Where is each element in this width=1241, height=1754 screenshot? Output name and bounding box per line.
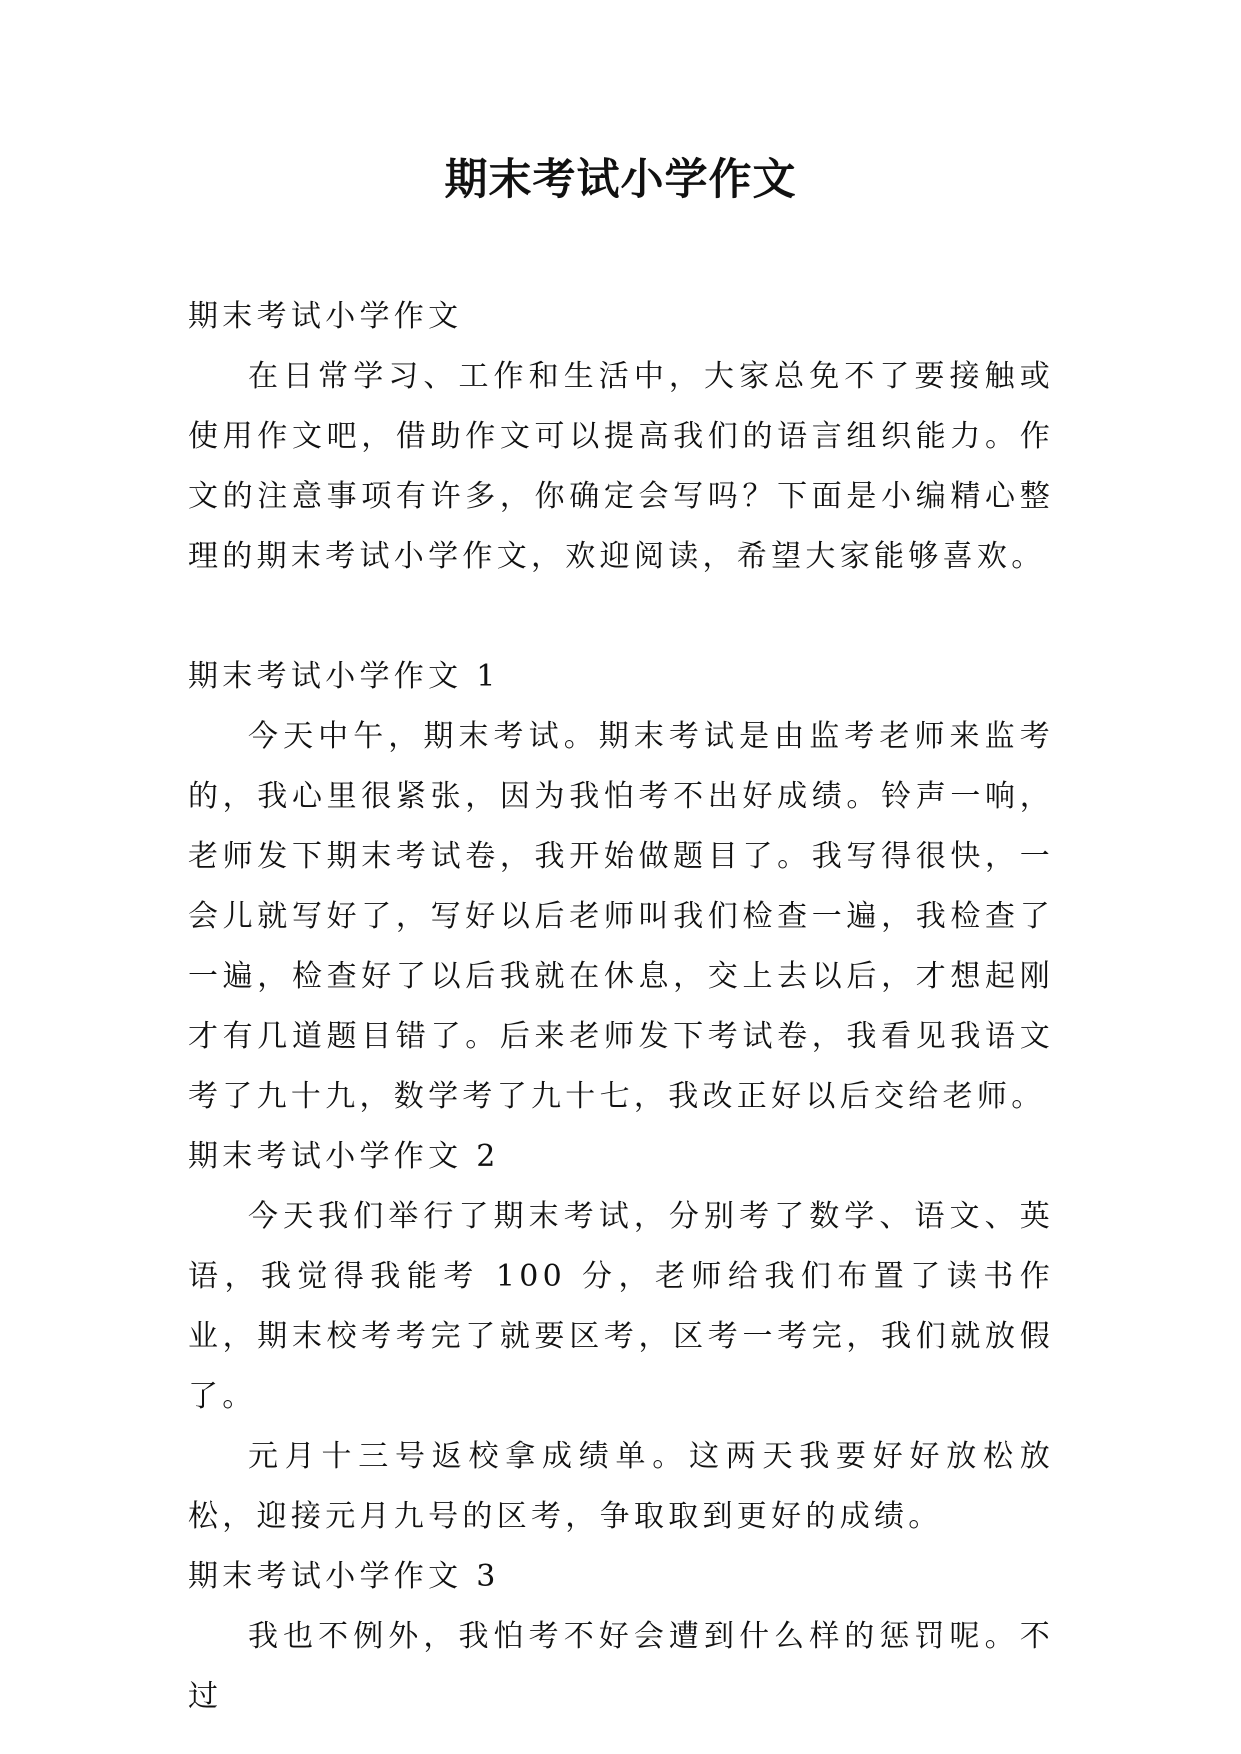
section-3-paragraph-1: 我也不例外，我怕考不好会遭到什么样的惩罚呢。不过 — [188, 1619, 1054, 1714]
document-title: 期末考试小学作文 — [444, 155, 797, 205]
intro-heading: 期末考试小学作文 — [188, 299, 463, 334]
section-spacer — [188, 587, 1054, 647]
section-3-heading: 期末考试小学作文 3 — [188, 1559, 500, 1594]
section-1-heading: 期末考试小学作文 1 — [188, 659, 500, 694]
section-2-heading: 期末考试小学作文 2 — [188, 1139, 500, 1174]
intro-paragraph: 在日常学习、工作和生活中，大家总免不了要接触或使用作文吧，借助作文可以提高我们的语言组织能力。作文的注意事项有许多，你确定会写吗？下面是小编精心整理的期末考试小学作文，欢迎阅读，希望大家能够喜欢。 — [188, 359, 1054, 574]
document-body — [188, 287, 1054, 1727]
section-2-paragraph-1: 今天我们举行了期末考试，分别考了数学、语文、英语，我觉得我能考 100 分，老师给我们布置了读书作业，期末校考考完了就要区考，区考一考完，我们就放假了。 — [188, 1199, 1054, 1414]
section-2-paragraph-2: 元月十三号返校拿成绩单。这两天我要好好放松放松，迎接元月九号的区考，争取取到更好的成绩。 — [188, 1439, 1054, 1534]
section-1-paragraph-1: 今天中午，期末考试。期末考试是由监考老师来监考的，我心里很紧张，因为我怕考不出好成绩。铃声一响，老师发下期末考试卷，我开始做题目了。我写得很快，一会儿就写好了，写好以后老师叫我们检查一遍，我检查了一遍，检查好了以后我就在休息，交上去以后，才想起刚才有几道题目错了。后来老师发下考试卷，我看见我语文考了九十九，数学考了九十七，我改正好以后交给老师。 — [188, 719, 1054, 1114]
